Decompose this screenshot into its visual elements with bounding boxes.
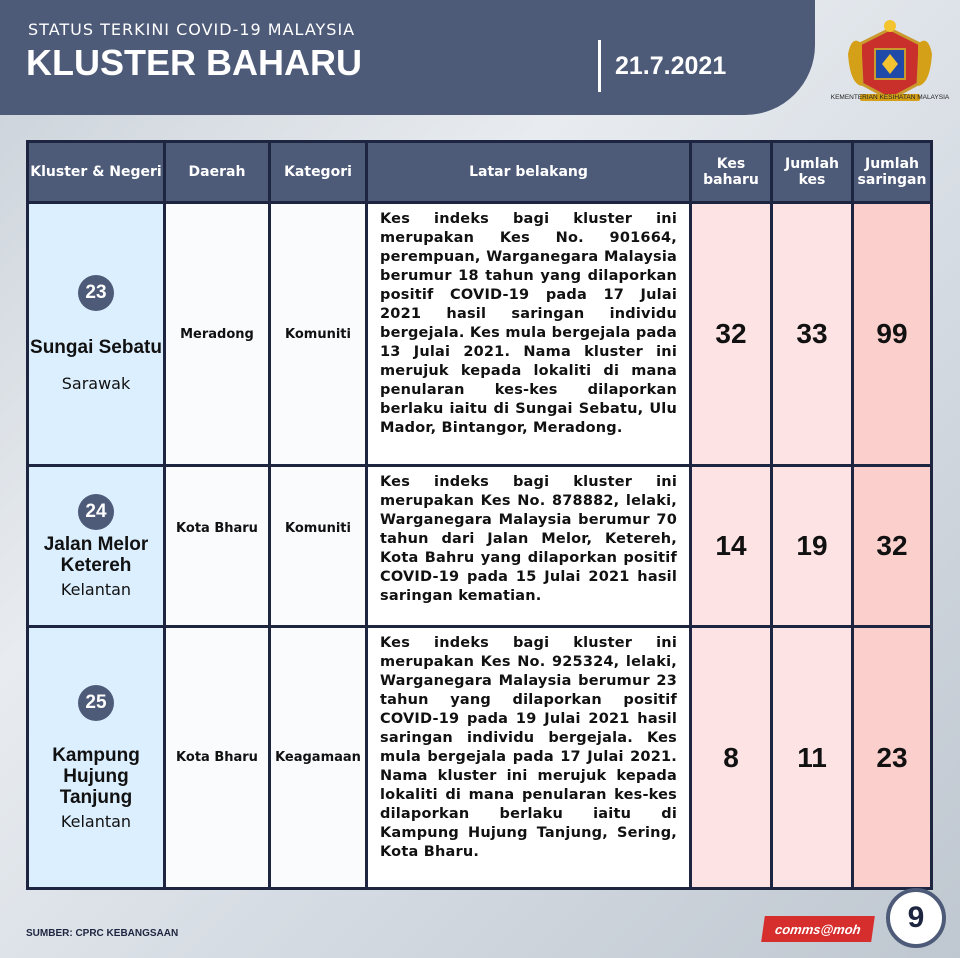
district-cell: Kota Bharu [166,467,268,625]
cluster-cell [29,628,163,887]
background-cell: Kes indeks bagi kluster ini merupakan Kes No. 901664, perempuan, Warganegara Malaysia berumur 18 tahun yang dilaporkan positif COVID-19 pada 17 Julai 2021 hasil saringan individu bergejala. Kes mula bergejala pada 13 Julai 2021. Nama kluster ini merujuk kepada lokaliti di mana penularan kes-kes dilaporkan berlaku iaitu di Sungai Sebatu, Ulu Mador, Bintangor, Meradong. [368,204,689,464]
cluster-table [26,140,933,890]
district-cell: Meradong [166,204,268,464]
header-subtitle: STATUS TERKINI COVID-19 MALAYSIA [28,20,356,39]
total-screening-cell: 99 [854,204,930,464]
cluster-number-badge: 23 [78,275,114,311]
total-screening-cell: 32 [854,467,930,625]
header-new-cases: Kes baharu [692,143,770,201]
header-background: Latar belakang [368,143,689,201]
cluster-number-badge: 24 [78,494,114,530]
category-cell: Keagamaan [271,628,365,887]
report-date: 21.7.2021 [615,52,727,80]
total-cases-cell: 11 [773,628,851,887]
ministry-label: KEMENTERIAN KESIHATAN MALAYSIA [830,94,950,101]
cluster-state: Kelantan [60,811,132,831]
header-total-screening: Jumlah saringan [854,143,930,201]
cluster-name: Sungai Sebatu [30,337,162,358]
background-cell: Kes indeks bagi kluster ini merupakan Kes No. 878882, lelaki, Warganegara Malaysia berumur 70 tahun dari Jalan Melor, Ketereh, Kota Bahru yang dilaporkan positif COVID-19 pada 15 Julai 2021 hasil saringan kematian. [368,467,689,625]
total-cases-cell: 33 [773,204,851,464]
cluster-number-badge: 25 [78,685,114,721]
brand-badge: comms@moh [761,916,875,942]
new-cases-cell: 8 [692,628,770,887]
header-cluster: Kluster & Negeri [29,143,163,201]
header-district: Daerah [166,143,268,201]
source-note: SUMBER: CPRC KEBANGSAAN [26,928,179,939]
district-cell: Kota Bharu [166,628,268,887]
header-total-cases: Jumlah kes [773,143,851,201]
header-banner [0,0,815,115]
header-divider [598,40,601,92]
page-number: 9 [886,888,946,948]
cluster-name: Jalan Melor Ketereh [43,533,149,576]
cluster-cell [29,204,163,464]
cluster-state: Sarawak [61,374,131,393]
page-title: KLUSTER BAHARU [26,42,362,83]
total-cases-cell: 19 [773,467,851,625]
cluster-state: Kelantan [60,579,132,599]
background-cell: Kes indeks bagi kluster ini merupakan Kes No. 925324, lelaki, Warganegara Malaysia berumur 23 tahun yang dilaporkan positif COVID-19 pada 19 Julai 2021 hasil saringan individu bergejala. Kes mula bergejala pada 17 Julai 2021. Nama kluster ini merujuk kepada lokaliti di mana penularan kes-kes dilaporkan berlaku iaitu di Kampung Hujung Tanjung, Sering, Kota Bharu. [368,628,689,887]
cluster-cell [29,467,163,625]
cluster-name: Kampung Hujung Tanjung [52,744,140,808]
new-cases-cell: 14 [692,467,770,625]
header-category: Kategori [271,143,365,201]
category-cell: Komuniti [271,204,365,464]
total-screening-cell: 23 [854,628,930,887]
category-cell: Komuniti [271,467,365,625]
new-cases-cell: 32 [692,204,770,464]
